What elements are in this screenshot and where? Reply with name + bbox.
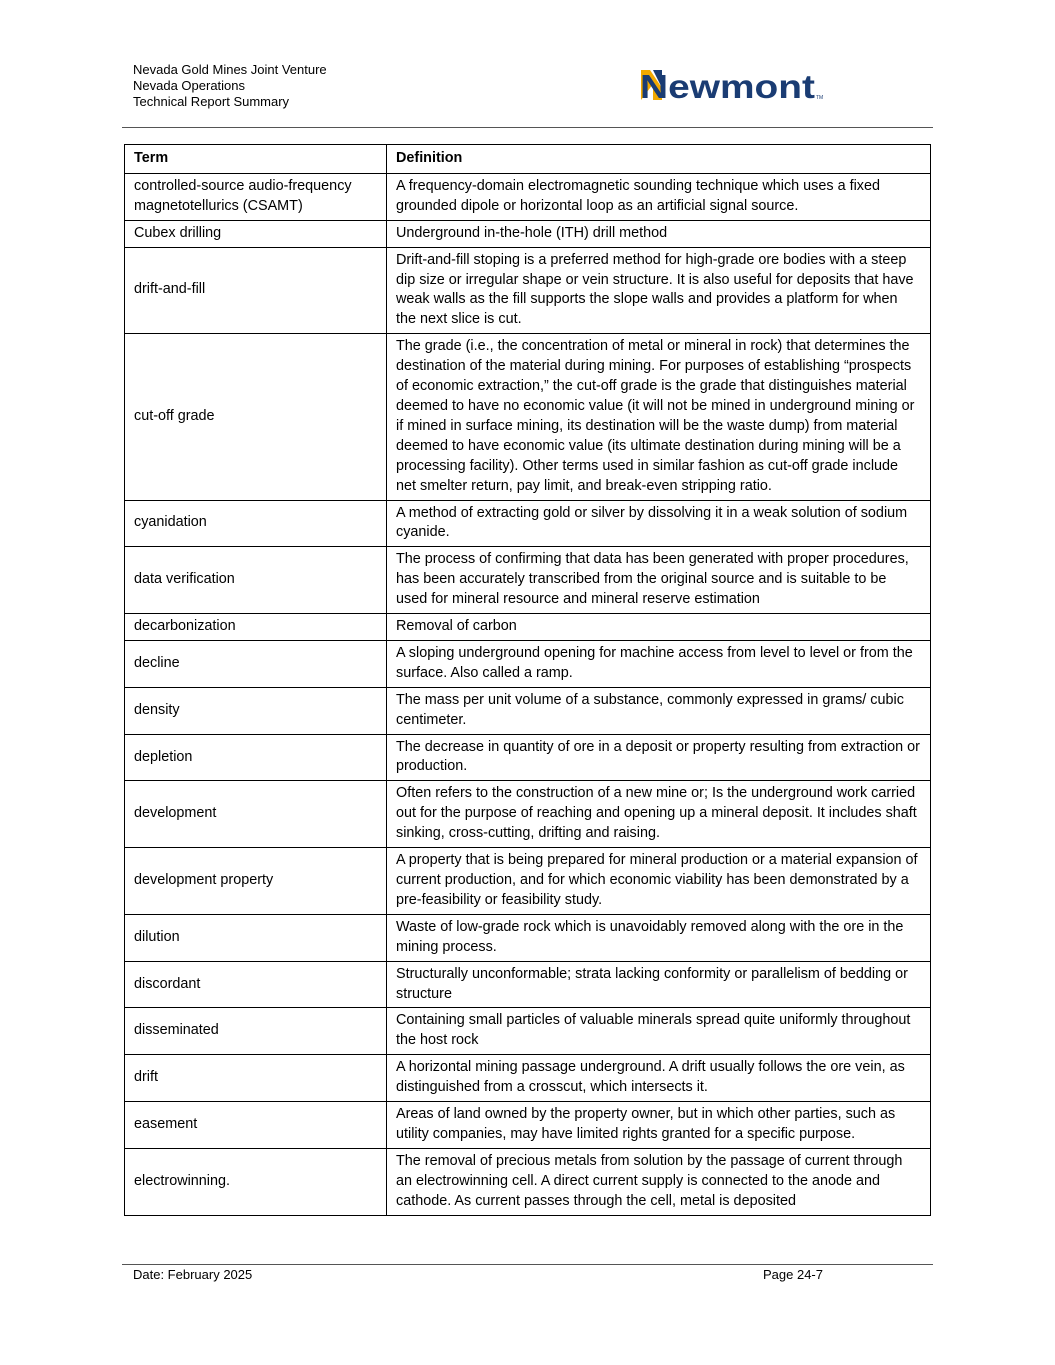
term-cell: depletion (125, 734, 387, 781)
footer-page-number: Page 24-7 (763, 1267, 823, 1282)
newmont-logo-wordmark: Newmont (640, 68, 816, 105)
definition-cell: Structurally unconformable; strata lacking conformity or parallelism of bedding or structure (387, 961, 931, 1008)
table-row (125, 1055, 931, 1102)
table-row (125, 500, 931, 547)
definition-cell: Underground in-the-hole (ITH) drill method (387, 220, 931, 247)
table-row (125, 961, 931, 1008)
definition-cell: Areas of land owned by the property owner, but in which other parties, such as utility companies, may have limited rights granted for a specific purpose. (387, 1102, 931, 1149)
term-cell: cyanidation (125, 500, 387, 547)
table-row (125, 220, 931, 247)
term-cell: development property (125, 848, 387, 915)
definition-cell: The decrease in quantity of ore in a deposit or property resulting from extraction or production. (387, 734, 931, 781)
table-row (125, 1102, 931, 1149)
footer-date: Date: February 2025 (133, 1267, 253, 1282)
table-row (125, 734, 931, 781)
definition-cell: A horizontal mining passage underground. A drift usually follows the ore vein, as distinguished from a crosscut, which intersects it. (387, 1055, 931, 1102)
header-report-type: Technical Report Summary (133, 94, 290, 109)
table-row (125, 614, 931, 641)
term-cell: controlled-source audio-frequency magnetotellurics (CSAMT) (125, 173, 387, 220)
definition-cell: Often refers to the construction of a new mine or; Is the underground work carried out for the purpose of reaching and opening up a mineral deposit. It includes shaft sinking, cross-cutting, drifting and raising. (387, 781, 931, 848)
term-cell: data verification (125, 547, 387, 614)
definition-cell: Removal of carbon (387, 614, 931, 641)
header-company: Nevada Gold Mines Joint Venture (133, 62, 327, 77)
term-cell: decline (125, 640, 387, 687)
term-cell: dilution (125, 914, 387, 961)
table-row (125, 173, 931, 220)
term-cell: electrowinning. (125, 1148, 387, 1215)
table-row (125, 1148, 931, 1215)
table-row (125, 914, 931, 961)
newmont-logo-tm: TM (816, 95, 824, 101)
column-header-definition: Definition (387, 145, 931, 174)
table-row (125, 640, 931, 687)
table-row (125, 781, 931, 848)
term-cell: easement (125, 1102, 387, 1149)
table-row (125, 547, 931, 614)
definition-cell: A property that is being prepared for mineral production or a material expansion of current production, and for which economic viability has been demonstrated by a pre-feasibility or feasibility study. (387, 848, 931, 915)
definition-cell: Drift-and-fill stoping is a preferred method for high-grade ore bodies with a steep dip size or irregular shape or vein structure. It is also useful for deposits that have weak walls as the fill supports the slope walls and provides a platform for when the next slice is cut. (387, 247, 931, 334)
glossary-body (125, 173, 931, 1215)
document-header (133, 62, 327, 110)
definition-cell: A method of extracting gold or silver by dissolving it in a weak solution of sodium cyanide. (387, 500, 931, 547)
term-cell: drift (125, 1055, 387, 1102)
footer-divider (122, 1264, 933, 1265)
table-row (125, 334, 931, 500)
table-header-row (125, 145, 931, 174)
definition-cell: The process of confirming that data has been generated with proper procedures, has been accurately transcribed from the original source and is suitable to be used for mineral resource and mineral reserve estimation (387, 547, 931, 614)
definition-cell: The mass per unit volume of a substance, commonly expressed in grams/ cubic centimeter. (387, 687, 931, 734)
term-cell: decarbonization (125, 614, 387, 641)
table-row (125, 247, 931, 334)
term-cell: density (125, 687, 387, 734)
term-cell: discordant (125, 961, 387, 1008)
term-cell: development (125, 781, 387, 848)
definition-cell: A sloping underground opening for machine access from level to level or from the surface. Also called a ramp. (387, 640, 931, 687)
header-divider (122, 127, 933, 128)
term-cell: drift-and-fill (125, 247, 387, 334)
definition-cell: Containing small particles of valuable minerals spread quite uniformly throughout the host rock (387, 1008, 931, 1055)
term-cell: cut-off grade (125, 334, 387, 500)
table-row (125, 1008, 931, 1055)
definition-cell: The grade (i.e., the concentration of metal or mineral in rock) that determines the destination of the material during mining. For purposes of establishing “prospects of economic extraction,” the cut-off grade is the grade that distinguishes material deemed to have no economic value (it will not be mined in underground mining or if mined in surface mining, its destination will be the waste dump) from material deemed to have economic value (its ultimate destination during mining will be a processing facility). Other terms used in similar fashion as cut-off grade include net smelter return, pay limit, and break-even stripping ratio. (387, 334, 931, 500)
term-cell: disseminated (125, 1008, 387, 1055)
newmont-logo (640, 66, 830, 106)
table-row (125, 687, 931, 734)
glossary-table (124, 144, 931, 1216)
definition-cell: The removal of precious metals from solution by the passage of current through an electrowinning cell. A direct current supply is connected to the anode and cathode. As current passes through the cell, metal is deposited (387, 1148, 931, 1215)
header-operations: Nevada Operations (133, 78, 246, 93)
definition-cell: Waste of low-grade rock which is unavoidably removed along with the ore in the mining process. (387, 914, 931, 961)
column-header-term: Term (125, 145, 387, 174)
table-row (125, 848, 931, 915)
term-cell: Cubex drilling (125, 220, 387, 247)
definition-cell: A frequency-domain electromagnetic sounding technique which uses a fixed grounded dipole or horizontal loop as an artificial signal source. (387, 173, 931, 220)
